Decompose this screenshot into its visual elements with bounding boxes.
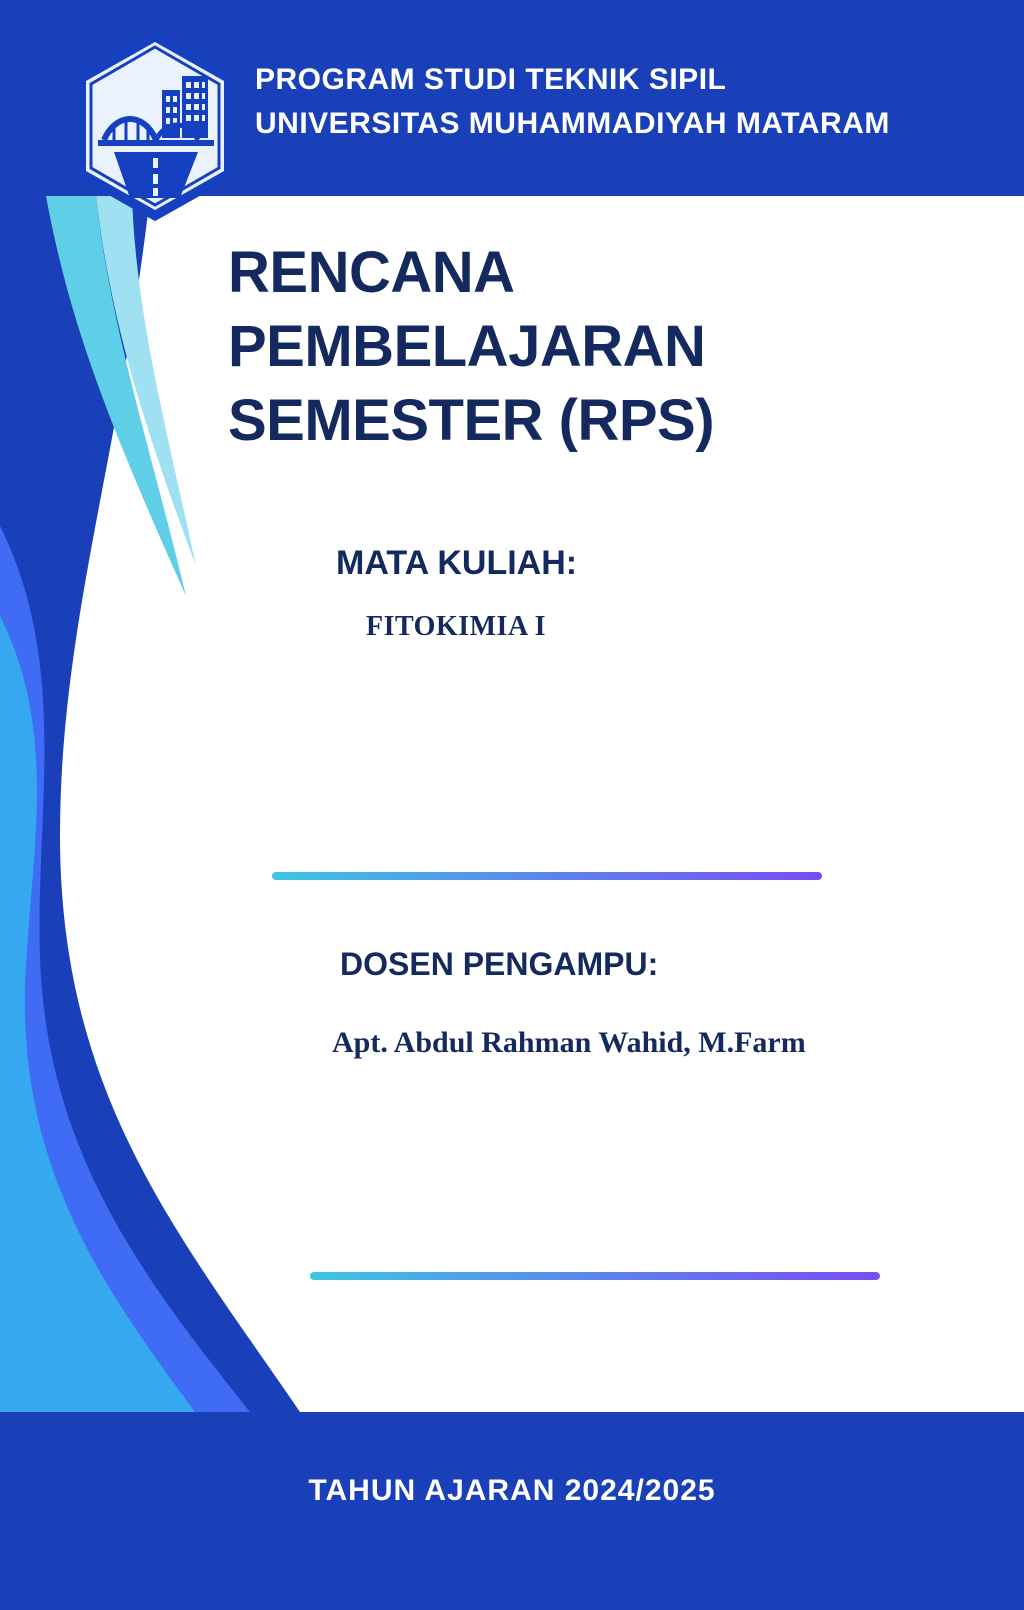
header-line-university: UNIVERSITAS MUHAMMADIYAH MATARAM xyxy=(255,107,890,140)
header-line-program: PROGRAM STUDI TEKNIK SIPIL xyxy=(255,63,727,96)
header-institution-text xyxy=(255,58,890,146)
divider-top xyxy=(272,872,822,880)
subject-label: MATA KULIAH: xyxy=(336,544,578,582)
divider-bottom xyxy=(310,1272,880,1280)
title-line-1: RENCANA xyxy=(228,240,515,305)
white-content-card xyxy=(0,196,1024,1412)
lecturer-name: Apt. Abdul Rahman Wahid, M.Farm xyxy=(332,1026,806,1059)
university-building-bridge-logo-icon xyxy=(70,28,240,224)
title-line-3: SEMESTER (RPS) xyxy=(228,388,715,453)
footer-band xyxy=(0,1412,1024,1610)
lecturer-label: DOSEN PENGAMPU: xyxy=(340,946,659,982)
academic-year-text: TAHUN AJARAN 2024/2025 xyxy=(308,1474,716,1507)
title-line-2: PEMBELAJARAN xyxy=(228,314,706,379)
page-title xyxy=(228,236,714,458)
subject-name: FITOKIMIA I xyxy=(366,611,547,642)
